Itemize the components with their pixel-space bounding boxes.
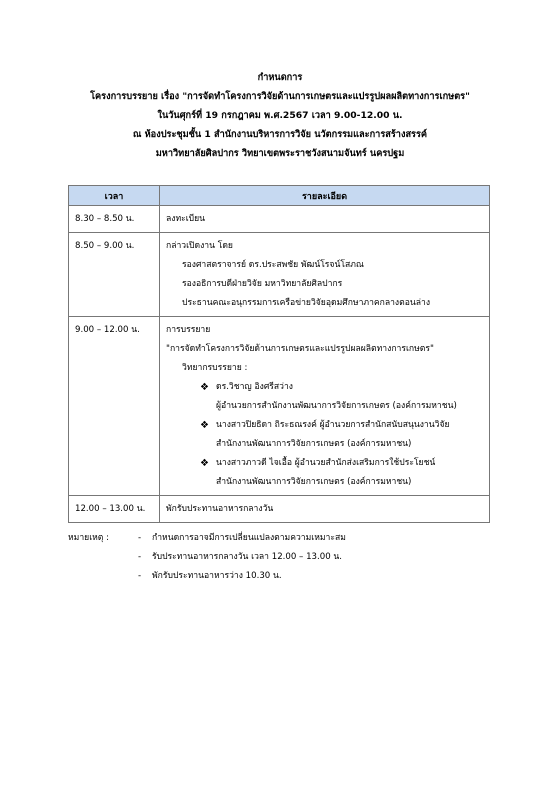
header-date: ในวันศุกร์ที่ 19 กรกฎาคม พ.ศ.2567 เวลา 9.00-12.00 น. — [157, 110, 403, 121]
speaker-name: ดร.วิชาญ อิงศรีสว่าง — [216, 382, 293, 392]
header-project: โครงการบรรยาย เรื่อง "การจัดทำโครงการวิจัยด้านการเกษตรและแปรรูปผลผลิตทางการเกษตร" — [90, 91, 470, 102]
column-header-time: เวลา — [69, 186, 160, 206]
speaker-org: สำนักงานพัฒนาการวิจัยการเกษตร (องค์การมหาชน) — [216, 477, 412, 487]
row-time: 8.30 – 8.50 น. — [69, 206, 160, 233]
header-university: มหาวิทยาลัยศิลปากร วิทยาเขตพระราชวังสนามจันทร์ นครปฐม — [155, 148, 405, 159]
note-dash: - — [138, 552, 142, 562]
speaker-name: นางสาวภาวดี ไจเอื้อ ผู้อำนวยสำนักส่งเสริมการใช้ประโยชน์ — [216, 458, 436, 468]
row-title: พักรับประทานอาหารกลางวัน — [166, 504, 274, 514]
opening-speaker-position: รองอธิการบดีฝ่ายวิจัย มหาวิทยาลัยศิลปากร — [182, 279, 343, 289]
document-header — [0, 68, 560, 163]
row-detail — [160, 317, 490, 496]
row-detail — [160, 206, 490, 233]
speaker-org: ผู้อำนวยการสำนักงานพัฒนาการวิจัยการเกษตร (องค์การมหาชน) — [216, 401, 457, 411]
opening-speaker-role: ประธานคณะอนุกรรมการเครือข่ายวิจัยอุดมศึกษาภาคกลางตอนล่าง — [182, 298, 431, 308]
speaker-item — [166, 378, 485, 397]
table-row — [69, 206, 490, 233]
table-row — [69, 496, 490, 523]
speaker-item — [166, 454, 485, 473]
diamond-bullet-icon: ❖ — [200, 382, 209, 393]
diamond-bullet-icon: ❖ — [200, 458, 209, 469]
note-row — [68, 548, 346, 567]
row-detail — [160, 233, 490, 317]
header-title: กำหนดการ — [257, 72, 303, 83]
row-title: ลงทะเบียน — [166, 214, 206, 224]
lecture-topic: "การจัดทำโครงการวิจัยด้านการเกษตรและแปรรูปผลผลิตทางการเกษตร" — [166, 344, 434, 354]
speakers-label: วิทยากรบรรยาย : — [182, 363, 248, 373]
diamond-bullet-icon: ❖ — [200, 420, 209, 431]
note-row — [68, 567, 346, 586]
row-time: 12.00 – 13.00 น. — [69, 496, 160, 523]
row-time: 9.00 – 12.00 น. — [69, 317, 160, 496]
opening-speaker-name: รองศาสตราจารย์ ดร.ประสพชัย พัฒน์โรจน์โสภณ — [182, 260, 364, 270]
row-title: กล่าวเปิดงาน โดย — [166, 241, 233, 251]
note-dash: - — [138, 533, 142, 543]
row-title: การบรรยาย — [166, 325, 211, 335]
note-text: รับประทานอาหารกลางวัน เวลา 12.00 – 13.00 น. — [152, 552, 343, 562]
speaker-item — [166, 416, 485, 435]
speaker-org: สำนักงานพัฒนาการวิจัยการเกษตร (องค์การมหาชน) — [216, 439, 412, 449]
table-header-row — [69, 186, 490, 206]
table-row — [69, 233, 490, 317]
column-header-detail: รายละเอียด — [160, 186, 490, 206]
notes-label: หมายเหตุ : — [68, 533, 110, 543]
schedule-table — [68, 185, 490, 523]
notes-section — [68, 529, 346, 586]
header-venue: ณ ห้องประชุมชั้น 1 สำนักงานบริหารการวิจัย นวัตกรรมและการสร้างสรรค์ — [132, 129, 428, 140]
note-dash: - — [138, 571, 142, 581]
row-detail — [160, 496, 490, 523]
note-text: พักรับประทานอาหารว่าง 10.30 น. — [152, 571, 282, 581]
note-row — [68, 529, 346, 548]
speaker-name: นางสาวปิยธิดา ถิระธณรงค์ ผู้อำนวยการสำนักสนับสนุนงานวิจัย — [216, 420, 450, 430]
note-text: กำหนดการอาจมีการเปลี่ยนแปลงตามความเหมาะสม — [152, 533, 346, 543]
row-time: 8.50 – 9.00 น. — [69, 233, 160, 317]
table-row — [69, 317, 490, 496]
